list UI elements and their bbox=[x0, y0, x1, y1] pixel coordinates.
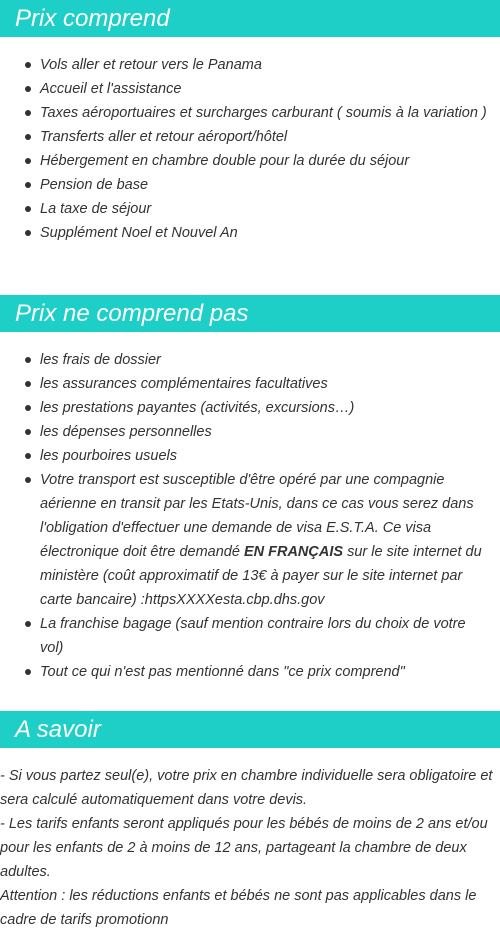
included-list bbox=[0, 53, 500, 245]
savoir-text bbox=[0, 764, 500, 932]
savoir-paragraph: - Si vous partez seul(e), votre prix en chambre individuelle sera obligatoire et sera calculé automatiquement dans votre devis. bbox=[0, 768, 493, 808]
list-item: les dépenses personnelles bbox=[40, 420, 500, 444]
list-item: Vols aller et retour vers le Panama bbox=[40, 53, 500, 77]
list-item: Hébergement en chambre double pour la durée du séjour bbox=[40, 149, 500, 173]
list-item: La taxe de séjour bbox=[40, 197, 500, 221]
excluded-section-title: Prix ne comprend pas bbox=[0, 295, 500, 332]
list-item: Taxes aéroportuaires et surcharges carburant ( soumis à la variation ) bbox=[40, 101, 500, 125]
list-item: les assurances complémentaires facultatives bbox=[40, 372, 500, 396]
visa-text-emphasis: EN FRANÇAIS bbox=[243, 544, 344, 560]
list-item: Transferts aller et retour aéroport/hôtel bbox=[40, 125, 500, 149]
list-item: les frais de dossier bbox=[40, 348, 500, 372]
list-item: La franchise bagage (sauf mention contraire lors du choix de votre vol) bbox=[40, 612, 500, 660]
savoir-paragraph: Attention : les réductions enfants et bébés ne sont pas applicables dans le cadre de tarifs promotionn bbox=[0, 888, 477, 928]
visa-text-after: sur le site internet du ministère (coût approximatif de 13€ à payer sur le site internet par carte bancaire) :httpsXXXXesta.cbp.dhs.gov bbox=[40, 544, 482, 608]
list-item: les pourboires usuels bbox=[40, 444, 500, 468]
list-item: Tout ce qui n'est pas mentionné dans "ce prix comprend" bbox=[40, 660, 500, 684]
savoir-section-title: A savoir bbox=[0, 711, 500, 748]
list-item: Supplément Noel et Nouvel An bbox=[40, 221, 500, 245]
visa-text-before: Votre transport est susceptible d'être opéré par une compagnie aérienne en transit par les Etats-Unis, dans ce cas vous serez dans l'obligation d'effectuer une demande de visa E.S.T.A. Ce visa électronique doit être demandé bbox=[40, 472, 474, 560]
visa-list-item bbox=[40, 468, 500, 612]
included-section-title: Prix comprend bbox=[0, 0, 500, 37]
savoir-paragraph: - Les tarifs enfants seront appliqués pour les bébés de moins de 2 ans et/ou pour les enfants de 2 à moins de 12 ans, partageant la chambre de deux adultes. bbox=[0, 816, 488, 880]
excluded-list bbox=[0, 348, 500, 684]
list-item: Pension de base bbox=[40, 173, 500, 197]
list-item: Accueil et l'assistance bbox=[40, 77, 500, 101]
list-item: les prestations payantes (activités, excursions…) bbox=[40, 396, 500, 420]
